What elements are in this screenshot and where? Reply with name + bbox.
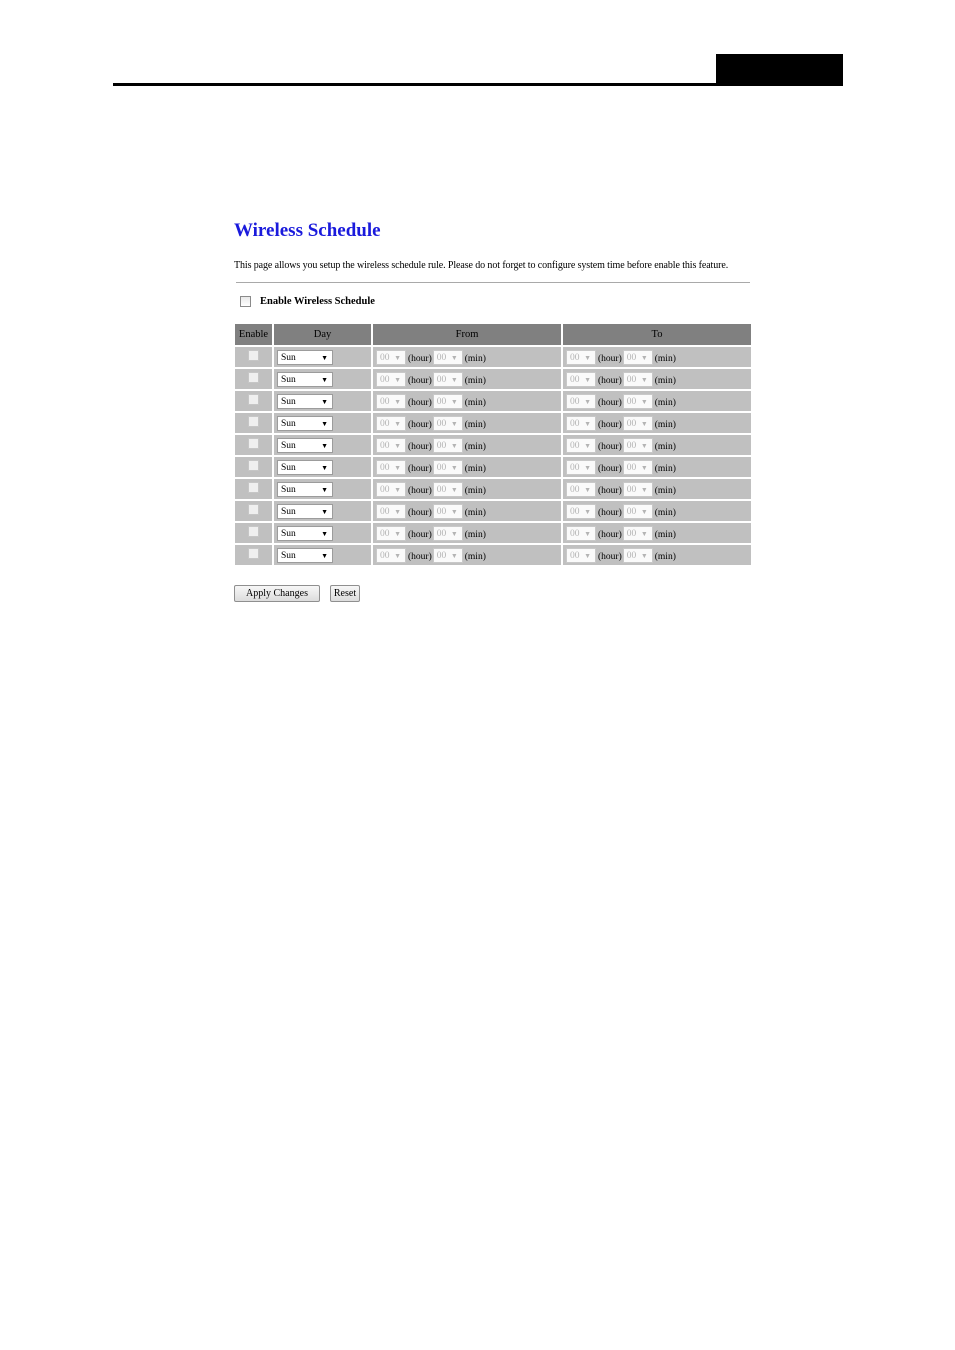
- from-cell: [373, 369, 561, 389]
- row-enable-checkbox[interactable]: [248, 438, 259, 449]
- chevron-down-icon: ▼: [640, 529, 648, 538]
- chevron-down-icon: ▼: [450, 551, 458, 560]
- day-select[interactable]: [277, 438, 333, 453]
- hour-unit-label: (hour): [408, 376, 432, 386]
- from-cell: [373, 545, 561, 565]
- from-cell: [373, 413, 561, 433]
- enable-wireless-schedule-checkbox[interactable]: [240, 296, 251, 307]
- to-hour-select[interactable]: [566, 372, 596, 387]
- from-min-value: 00: [436, 418, 447, 429]
- chevron-down-icon: ▼: [584, 551, 591, 560]
- to-min-value: 00: [626, 528, 637, 539]
- enable-cell: [235, 413, 272, 433]
- to-hour-value: 00: [570, 506, 580, 517]
- enable-cell: [235, 369, 272, 389]
- from-hour-value: 00: [380, 418, 390, 429]
- day-select[interactable]: [277, 482, 333, 497]
- enable-cell: [235, 391, 272, 411]
- chevron-down-icon: ▼: [394, 551, 401, 560]
- to-cell: [563, 435, 751, 455]
- chevron-down-icon: ▼: [450, 375, 458, 384]
- to-min-value: 00: [626, 418, 637, 429]
- min-unit-label: (min): [464, 420, 486, 430]
- to-hour-select[interactable]: [566, 548, 596, 563]
- chevron-down-icon: ▼: [584, 375, 591, 384]
- day-select[interactable]: [277, 350, 333, 365]
- to-min-value: 00: [626, 506, 637, 517]
- reset-button[interactable]: Reset: [330, 585, 360, 602]
- from-hour-select[interactable]: [376, 416, 406, 431]
- hour-unit-label: (hour): [408, 420, 432, 430]
- hour-unit-label: (hour): [598, 530, 622, 540]
- day-select[interactable]: [277, 460, 333, 475]
- to-cell: [563, 545, 751, 565]
- enable-cell: [235, 501, 272, 521]
- chevron-down-icon: ▼: [394, 463, 401, 472]
- enable-cell: [235, 435, 272, 455]
- column-header-from: From: [373, 324, 561, 345]
- chevron-down-icon: ▼: [450, 463, 458, 472]
- column-header-day: Day: [274, 324, 371, 345]
- from-min-select[interactable]: [433, 394, 463, 409]
- from-min-select[interactable]: [433, 526, 463, 541]
- hour-unit-label: (hour): [408, 508, 432, 518]
- from-min-value: 00: [436, 462, 447, 473]
- to-hour-value: 00: [570, 550, 580, 561]
- hour-unit-label: (hour): [598, 376, 622, 386]
- chevron-down-icon: ▼: [394, 375, 401, 384]
- enable-cell: [235, 479, 272, 499]
- from-min-select[interactable]: [433, 416, 463, 431]
- from-cell: [373, 523, 561, 543]
- chevron-down-icon: ▼: [394, 397, 401, 406]
- from-cell: [373, 435, 561, 455]
- to-min-select[interactable]: [623, 416, 653, 431]
- from-hour-value: 00: [380, 440, 390, 451]
- chevron-down-icon: ▼: [450, 419, 458, 428]
- button-bar: [234, 585, 754, 602]
- day-value: Sun: [281, 528, 296, 539]
- chevron-down-icon: ▼: [640, 507, 648, 516]
- day-value: Sun: [281, 352, 296, 363]
- row-enable-checkbox[interactable]: [248, 526, 259, 537]
- to-cell: [563, 369, 751, 389]
- from-cell: [373, 347, 561, 367]
- chevron-down-icon: ▼: [394, 529, 401, 538]
- chevron-down-icon: ▼: [450, 485, 458, 494]
- enable-wireless-schedule-row: [240, 294, 754, 308]
- row-enable-checkbox[interactable]: [248, 394, 259, 405]
- from-hour-value: 00: [380, 352, 390, 363]
- to-hour-value: 00: [570, 374, 580, 385]
- min-unit-label: (min): [654, 530, 676, 540]
- from-min-select[interactable]: [433, 372, 463, 387]
- chevron-down-icon: ▼: [640, 353, 648, 362]
- min-unit-label: (min): [464, 464, 486, 474]
- schedule-row: [235, 347, 751, 367]
- hour-unit-label: (hour): [408, 552, 432, 562]
- to-min-select[interactable]: [623, 482, 653, 497]
- enable-cell: [235, 457, 272, 477]
- chevron-down-icon: ▼: [321, 485, 328, 494]
- chevron-down-icon: ▼: [321, 441, 328, 450]
- to-min-select[interactable]: [623, 504, 653, 519]
- chevron-down-icon: ▼: [394, 507, 401, 516]
- chevron-down-icon: ▼: [450, 397, 458, 406]
- day-value: Sun: [281, 374, 296, 385]
- chevron-down-icon: ▼: [450, 507, 458, 516]
- chevron-down-icon: ▼: [584, 463, 591, 472]
- chevron-down-icon: ▼: [321, 375, 328, 384]
- to-min-select[interactable]: [623, 350, 653, 365]
- chevron-down-icon: ▼: [321, 353, 328, 362]
- min-unit-label: (min): [654, 552, 676, 562]
- from-min-select[interactable]: [433, 504, 463, 519]
- hour-unit-label: (hour): [408, 354, 432, 364]
- to-hour-value: 00: [570, 352, 580, 363]
- chevron-down-icon: ▼: [584, 353, 591, 362]
- day-cell: [274, 347, 371, 367]
- hour-unit-label: (hour): [408, 398, 432, 408]
- day-value: Sun: [281, 506, 296, 517]
- enable-cell: [235, 523, 272, 543]
- page-title: Wireless Schedule: [234, 220, 381, 241]
- day-select[interactable]: [277, 394, 333, 409]
- hour-unit-label: (hour): [408, 530, 432, 540]
- chevron-down-icon: ▼: [321, 529, 328, 538]
- row-enable-checkbox[interactable]: [248, 416, 259, 427]
- schedule-row: [235, 369, 751, 389]
- to-cell: [563, 457, 751, 477]
- column-header-to: To: [563, 324, 751, 345]
- to-hour-value: 00: [570, 484, 580, 495]
- day-cell: [274, 501, 371, 521]
- chevron-down-icon: ▼: [394, 441, 401, 450]
- min-unit-label: (min): [654, 486, 676, 496]
- hour-unit-label: (hour): [598, 552, 622, 562]
- schedule-row: [235, 413, 751, 433]
- min-unit-label: (min): [464, 486, 486, 496]
- schedule-row: [235, 545, 751, 565]
- from-min-select[interactable]: [433, 350, 463, 365]
- to-hour-value: 00: [570, 396, 580, 407]
- from-min-select[interactable]: [433, 460, 463, 475]
- apply-changes-button[interactable]: Apply Changes: [234, 585, 320, 602]
- to-min-value: 00: [626, 396, 637, 407]
- from-hour-select[interactable]: [376, 526, 406, 541]
- from-min-value: 00: [436, 396, 447, 407]
- from-min-value: 00: [436, 506, 447, 517]
- min-unit-label: (min): [654, 442, 676, 452]
- day-cell: [274, 369, 371, 389]
- chevron-down-icon: ▼: [640, 375, 648, 384]
- schedule-row: [235, 457, 751, 477]
- enable-cell: [235, 545, 272, 565]
- to-cell: [563, 413, 751, 433]
- row-enable-checkbox[interactable]: [248, 548, 259, 559]
- row-enable-checkbox[interactable]: [248, 482, 259, 493]
- row-enable-checkbox[interactable]: [248, 372, 259, 383]
- to-cell: [563, 391, 751, 411]
- day-value: Sun: [281, 418, 296, 429]
- from-cell: [373, 391, 561, 411]
- min-unit-label: (min): [654, 464, 676, 474]
- from-min-select[interactable]: [433, 548, 463, 563]
- wireless-schedule-panel: [234, 218, 754, 602]
- chevron-down-icon: ▼: [450, 441, 458, 450]
- to-min-select[interactable]: [623, 394, 653, 409]
- min-unit-label: (min): [654, 376, 676, 386]
- from-hour-value: 00: [380, 528, 390, 539]
- to-cell: [563, 347, 751, 367]
- day-cell: [274, 479, 371, 499]
- header-block: [716, 54, 843, 86]
- min-unit-label: (min): [654, 508, 676, 518]
- to-hour-select[interactable]: [566, 438, 596, 453]
- enable-cell: [235, 347, 272, 367]
- hour-unit-label: (hour): [598, 420, 622, 430]
- from-hour-value: 00: [380, 396, 390, 407]
- to-hour-select[interactable]: [566, 526, 596, 541]
- chevron-down-icon: ▼: [321, 463, 328, 472]
- row-enable-checkbox[interactable]: [248, 460, 259, 471]
- to-cell: [563, 523, 751, 543]
- chevron-down-icon: ▼: [584, 441, 591, 450]
- day-cell: [274, 435, 371, 455]
- to-min-value: 00: [626, 440, 637, 451]
- day-value: Sun: [281, 462, 296, 473]
- chevron-down-icon: ▼: [640, 441, 648, 450]
- to-hour-select[interactable]: [566, 416, 596, 431]
- from-hour-select[interactable]: [376, 394, 406, 409]
- row-enable-checkbox[interactable]: [248, 504, 259, 515]
- min-unit-label: (min): [464, 398, 486, 408]
- chevron-down-icon: ▼: [321, 397, 328, 406]
- from-cell: [373, 479, 561, 499]
- min-unit-label: (min): [654, 354, 676, 364]
- day-select[interactable]: [277, 416, 333, 431]
- to-hour-value: 00: [570, 528, 580, 539]
- schedule-row: [235, 391, 751, 411]
- to-hour-value: 00: [570, 440, 580, 451]
- day-cell: [274, 391, 371, 411]
- chevron-down-icon: ▼: [584, 419, 591, 428]
- day-cell: [274, 523, 371, 543]
- hour-unit-label: (hour): [598, 354, 622, 364]
- schedule-row: [235, 523, 751, 543]
- to-min-select[interactable]: [623, 526, 653, 541]
- chevron-down-icon: ▼: [640, 397, 648, 406]
- column-header-enable: Enable: [235, 324, 272, 345]
- chevron-down-icon: ▼: [394, 485, 401, 494]
- to-hour-select[interactable]: [566, 350, 596, 365]
- from-min-select[interactable]: [433, 438, 463, 453]
- hour-unit-label: (hour): [408, 464, 432, 474]
- chevron-down-icon: ▼: [394, 419, 401, 428]
- schedule-row: [235, 501, 751, 521]
- hour-unit-label: (hour): [598, 442, 622, 452]
- from-min-value: 00: [436, 440, 447, 451]
- from-hour-select[interactable]: [376, 372, 406, 387]
- to-min-select[interactable]: [623, 548, 653, 563]
- min-unit-label: (min): [654, 420, 676, 430]
- from-min-value: 00: [436, 374, 447, 385]
- min-unit-label: (min): [464, 442, 486, 452]
- chevron-down-icon: ▼: [640, 485, 648, 494]
- from-hour-select[interactable]: [376, 438, 406, 453]
- from-hour-select[interactable]: [376, 548, 406, 563]
- chevron-down-icon: ▼: [584, 485, 591, 494]
- from-min-value: 00: [436, 550, 447, 561]
- hour-unit-label: (hour): [598, 508, 622, 518]
- from-hour-value: 00: [380, 374, 390, 385]
- from-min-value: 00: [436, 528, 447, 539]
- day-select[interactable]: [277, 526, 333, 541]
- chevron-down-icon: ▼: [584, 507, 591, 516]
- schedule-row: [235, 479, 751, 499]
- day-select[interactable]: [277, 372, 333, 387]
- day-value: Sun: [281, 484, 296, 495]
- to-min-value: 00: [626, 550, 637, 561]
- hour-unit-label: (hour): [408, 442, 432, 452]
- chevron-down-icon: ▼: [584, 529, 591, 538]
- from-hour-value: 00: [380, 484, 390, 495]
- day-cell: [274, 457, 371, 477]
- chevron-down-icon: ▼: [321, 419, 328, 428]
- day-cell: [274, 545, 371, 565]
- from-cell: [373, 457, 561, 477]
- to-hour-select[interactable]: [566, 460, 596, 475]
- from-hour-value: 00: [380, 462, 390, 473]
- chevron-down-icon: ▼: [321, 507, 328, 516]
- to-hour-value: 00: [570, 462, 580, 473]
- schedule-row: [235, 435, 751, 455]
- to-min-value: 00: [626, 352, 637, 363]
- to-hour-select[interactable]: [566, 394, 596, 409]
- chevron-down-icon: ▼: [321, 551, 328, 560]
- to-hour-value: 00: [570, 418, 580, 429]
- min-unit-label: (min): [464, 552, 486, 562]
- min-unit-label: (min): [464, 376, 486, 386]
- day-value: Sun: [281, 396, 296, 407]
- from-hour-select[interactable]: [376, 460, 406, 475]
- chevron-down-icon: ▼: [450, 529, 458, 538]
- day-value: Sun: [281, 440, 296, 451]
- hour-unit-label: (hour): [408, 486, 432, 496]
- hour-unit-label: (hour): [598, 486, 622, 496]
- to-cell: [563, 501, 751, 521]
- day-value: Sun: [281, 550, 296, 561]
- day-cell: [274, 413, 371, 433]
- from-min-value: 00: [436, 484, 447, 495]
- page-description: This page allows you setup the wireless schedule rule. Please do not forget to configure system time before enable this feature.: [234, 260, 729, 271]
- to-min-select[interactable]: [623, 438, 653, 453]
- from-hour-value: 00: [380, 550, 390, 561]
- to-min-value: 00: [626, 462, 637, 473]
- chevron-down-icon: ▼: [584, 397, 591, 406]
- chevron-down-icon: ▼: [394, 353, 401, 362]
- min-unit-label: (min): [654, 398, 676, 408]
- to-hour-select[interactable]: [566, 504, 596, 519]
- to-min-value: 00: [626, 374, 637, 385]
- from-hour-value: 00: [380, 506, 390, 517]
- day-select[interactable]: [277, 548, 333, 563]
- to-cell: [563, 479, 751, 499]
- hour-unit-label: (hour): [598, 464, 622, 474]
- chevron-down-icon: ▼: [640, 419, 648, 428]
- schedule-header-row: [235, 324, 751, 345]
- from-hour-select[interactable]: [376, 482, 406, 497]
- chevron-down-icon: ▼: [450, 353, 458, 362]
- to-min-select[interactable]: [623, 460, 653, 475]
- schedule-table: [233, 322, 753, 567]
- to-min-value: 00: [626, 484, 637, 495]
- chevron-down-icon: ▼: [640, 463, 648, 472]
- from-hour-select[interactable]: [376, 350, 406, 365]
- divider: [236, 282, 750, 283]
- from-min-select[interactable]: [433, 482, 463, 497]
- min-unit-label: (min): [464, 508, 486, 518]
- from-min-value: 00: [436, 352, 447, 363]
- day-select[interactable]: [277, 504, 333, 519]
- from-cell: [373, 501, 561, 521]
- hour-unit-label: (hour): [598, 398, 622, 408]
- min-unit-label: (min): [464, 354, 486, 364]
- to-min-select[interactable]: [623, 372, 653, 387]
- row-enable-checkbox[interactable]: [248, 350, 259, 361]
- min-unit-label: (min): [464, 530, 486, 540]
- chevron-down-icon: ▼: [640, 551, 648, 560]
- to-hour-select[interactable]: [566, 482, 596, 497]
- from-hour-select[interactable]: [376, 504, 406, 519]
- enable-wireless-schedule-label: Enable Wireless Schedule: [260, 295, 375, 307]
